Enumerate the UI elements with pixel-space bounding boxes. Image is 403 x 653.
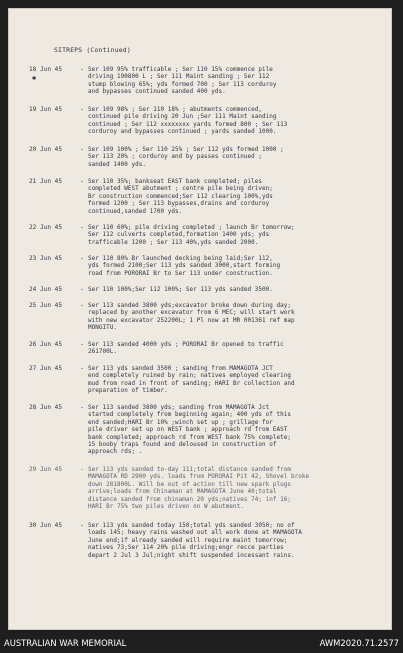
text-line: corduroy and bypasses continued ; yards sanded 1000. bbox=[88, 128, 277, 136]
text-line: 261700L. bbox=[88, 348, 117, 356]
text-line: Ser 110 60%; pile driving completed ; launch Br tomorrow; bbox=[88, 224, 295, 231]
text-line: Ser 110 80% Br launched decking being laid;Ser 112, bbox=[88, 255, 273, 262]
text-line: Ser 110 35%; bankseat EAST bank completed; piles bbox=[88, 178, 262, 185]
text-line: pile driver set up on WEST bank ; approach rd from EAST bbox=[88, 426, 288, 434]
text-line: Ser 110 100%;Ser 112 100%; Ser 113 yds sanded 3500. bbox=[88, 286, 273, 293]
dash: - bbox=[80, 302, 84, 309]
entry bbox=[29, 255, 389, 277]
text-line: end completely ruined by rain; natives employed clearing bbox=[88, 372, 291, 380]
entry-date: 28 Jun 45 bbox=[29, 404, 63, 411]
text-line: Ser 113 20% ; corduroy and by passes continued ; bbox=[88, 153, 262, 161]
entry-text bbox=[88, 404, 389, 456]
entry bbox=[29, 365, 389, 395]
text-line: preparation of timber. bbox=[88, 387, 168, 395]
text-line: down 281800L. Will be out of action till new spark plugs bbox=[88, 480, 291, 488]
entry bbox=[29, 522, 389, 559]
text-line: Ser 112 culverts completed,formation 1400 yds; yds bbox=[88, 231, 270, 239]
text-line: yds formed 2100;Ser 113 yds sanded 3000,start forming bbox=[88, 262, 281, 270]
entry-text bbox=[88, 522, 389, 559]
text-line: Ser 109 95% trafficable ; Ser 110 15% commence pile bbox=[88, 66, 273, 73]
entry-text bbox=[88, 466, 389, 510]
margin-mark: ✱ bbox=[32, 74, 37, 82]
text-line: driving 190800 L ; Ser 111 Maint sanding ; Ser 112 bbox=[88, 73, 270, 81]
entry-date: 20 Jun 45 bbox=[29, 146, 63, 153]
entry-text bbox=[88, 286, 389, 293]
entry-text bbox=[88, 255, 389, 277]
text-line: with new excavator 252200L; 1 Pl now at MR 001361 ref map bbox=[88, 316, 295, 324]
text-line: continued pile driving 20 Jun ;Ser 111 Maint sanding bbox=[88, 113, 277, 121]
dash: - bbox=[80, 178, 84, 185]
text-line: Br construction commenced;Ser 112 clearing 100%,yds bbox=[88, 192, 273, 200]
entry bbox=[29, 178, 389, 215]
dash: - bbox=[80, 404, 84, 411]
text-line: trafficable 1200 ; Ser 113 40%,yds sanded 2000. bbox=[88, 238, 259, 246]
text-line: loads 145; heavy rains washed out all work done at MAMAGOTA bbox=[88, 529, 302, 537]
text-line: MONGITU. bbox=[88, 324, 117, 332]
text-line: Ser 113 yds sanded today 150;total yds sanded 3050; no of bbox=[88, 522, 295, 529]
entry-text bbox=[88, 146, 389, 168]
text-line: Ser 113 sanded 3800 yds; sanding from MAMAGOTA Jct bbox=[88, 404, 270, 411]
text-line: road from PORORAI Br to Ser 113 under construction. bbox=[88, 269, 273, 277]
entry-text bbox=[88, 341, 389, 356]
entry-text bbox=[88, 224, 389, 246]
text-line: continued,sanded 1700 yds. bbox=[88, 207, 183, 215]
entry-text bbox=[88, 178, 389, 215]
entry bbox=[29, 404, 389, 456]
text-line: depart 2 Jul 3 Jul;night shift suspended incessant rains. bbox=[88, 551, 295, 559]
text-line: distance sanded from chinaman 20 yds;natives 74; inf 16; bbox=[88, 495, 291, 503]
dash: - bbox=[80, 365, 84, 372]
entry bbox=[29, 146, 389, 168]
archive-name: AUSTRALIAN WAR MEMORIAL bbox=[4, 638, 127, 648]
entry bbox=[29, 66, 389, 96]
text-line: approach rds; . bbox=[88, 448, 143, 456]
dash: - bbox=[80, 255, 84, 262]
text-line: MAMAGOTA RD 2900 yds. loads from PORORAI Pit 42, Shovel broke bbox=[88, 473, 310, 481]
entry-date: 30 Jun 45 bbox=[29, 522, 63, 529]
dash: - bbox=[80, 522, 84, 529]
entry-text bbox=[88, 365, 389, 395]
entry-date: 29 Jun 45 bbox=[29, 466, 63, 473]
text-line: Ser 113 yds sanded to-day 111;total distance sanded from bbox=[88, 466, 291, 473]
text-line: Ser 109 100% ; Ser 110 25% ; Ser 112 yds formed 1000 ; bbox=[88, 146, 284, 153]
entry-text bbox=[88, 302, 389, 332]
entry-date: 26 Jun 45 bbox=[29, 341, 63, 348]
entry bbox=[29, 466, 389, 510]
entry-text bbox=[88, 106, 389, 136]
dash: - bbox=[80, 341, 84, 348]
archive-reference: AWM2020.71.2577 bbox=[319, 638, 399, 648]
entry-date: 24 Jun 45 bbox=[29, 286, 63, 293]
text-line: continued ; Ser 112 xxxxxxxx yards formed 800 ; Ser 113 bbox=[88, 120, 288, 128]
text-line: 15 booby traps found and deloused in construction of bbox=[88, 441, 277, 449]
text-line: Ser 113 sanded 4000 yds ; PORORAI Br opened to traffic bbox=[88, 341, 284, 348]
text-line: June end;if already sanded will require maint tomorrow; bbox=[88, 536, 288, 544]
text-line: Ser 113 yds sanded 3500 ; sanding from MAMAGOTA JCT bbox=[88, 365, 273, 372]
dash: - bbox=[80, 466, 84, 473]
entry bbox=[29, 224, 389, 246]
dash: - bbox=[80, 146, 84, 153]
entry-date: 27 Jun 45 bbox=[29, 365, 63, 372]
text-line: stump blowing 65%; yds formed 700 ; Ser 113 corduroy bbox=[88, 80, 277, 88]
dash: - bbox=[80, 286, 84, 293]
dash: - bbox=[80, 224, 84, 231]
entry-date: 21 Jun 45 bbox=[29, 178, 63, 185]
text-line: sanded 1400 yds. bbox=[88, 160, 146, 168]
entry-date: 18 Jun 45 bbox=[29, 66, 63, 73]
text-line: started completely from beginning again; 400 yds of this bbox=[88, 411, 291, 419]
footer-bar bbox=[0, 633, 403, 653]
entry bbox=[29, 286, 389, 293]
entry-date: 19 Jun 45 bbox=[29, 106, 63, 113]
entry-date: 22 Jun 45 bbox=[29, 224, 63, 231]
dash: - bbox=[80, 106, 84, 113]
text-line: HARI Br 75% two piles driven on W abutment. bbox=[88, 503, 244, 511]
text-line: formed 1200 ; Ser 113 bypasses,drains and corduroy bbox=[88, 200, 270, 208]
text-line: end sanded;HARI Br 10% ;winch set up ; grillage for bbox=[88, 418, 273, 426]
text-line: replaced by another excavator from 6 MEC; will start work bbox=[88, 309, 295, 317]
entry-date: 23 Jun 45 bbox=[29, 255, 63, 262]
text-line: Ser 109 98% ; Ser 110 18% ; abutments commenced, bbox=[88, 106, 262, 113]
text-line: and bypasses continued sanded 400 yds. bbox=[88, 88, 226, 96]
dash: - bbox=[80, 66, 84, 73]
section-heading: SITREPS (Continued) bbox=[54, 46, 131, 54]
text-line: natives 73;Ser 114 20% pile driving;engr recce parties bbox=[88, 544, 284, 552]
text-line: mud from road in front of sanding; HARI Br collection and bbox=[88, 379, 295, 387]
entry bbox=[29, 302, 389, 332]
entry-text bbox=[88, 66, 389, 96]
text-line: completed WEST abutment ; centre pile being driven; bbox=[88, 185, 273, 193]
entry bbox=[29, 341, 389, 356]
entry-date: 25 Jun 45 bbox=[29, 302, 63, 309]
entry bbox=[29, 106, 389, 136]
document-page bbox=[8, 8, 392, 630]
text-line: Ser 113 sanded 3800 yds;excavator broke down during day; bbox=[88, 302, 291, 309]
text-line: arrive;loads from Chinaman at MAMAGOTA June 40;total bbox=[88, 488, 277, 496]
text-line: bank completed; approach rd from WEST bank 75% complete; bbox=[88, 433, 291, 441]
